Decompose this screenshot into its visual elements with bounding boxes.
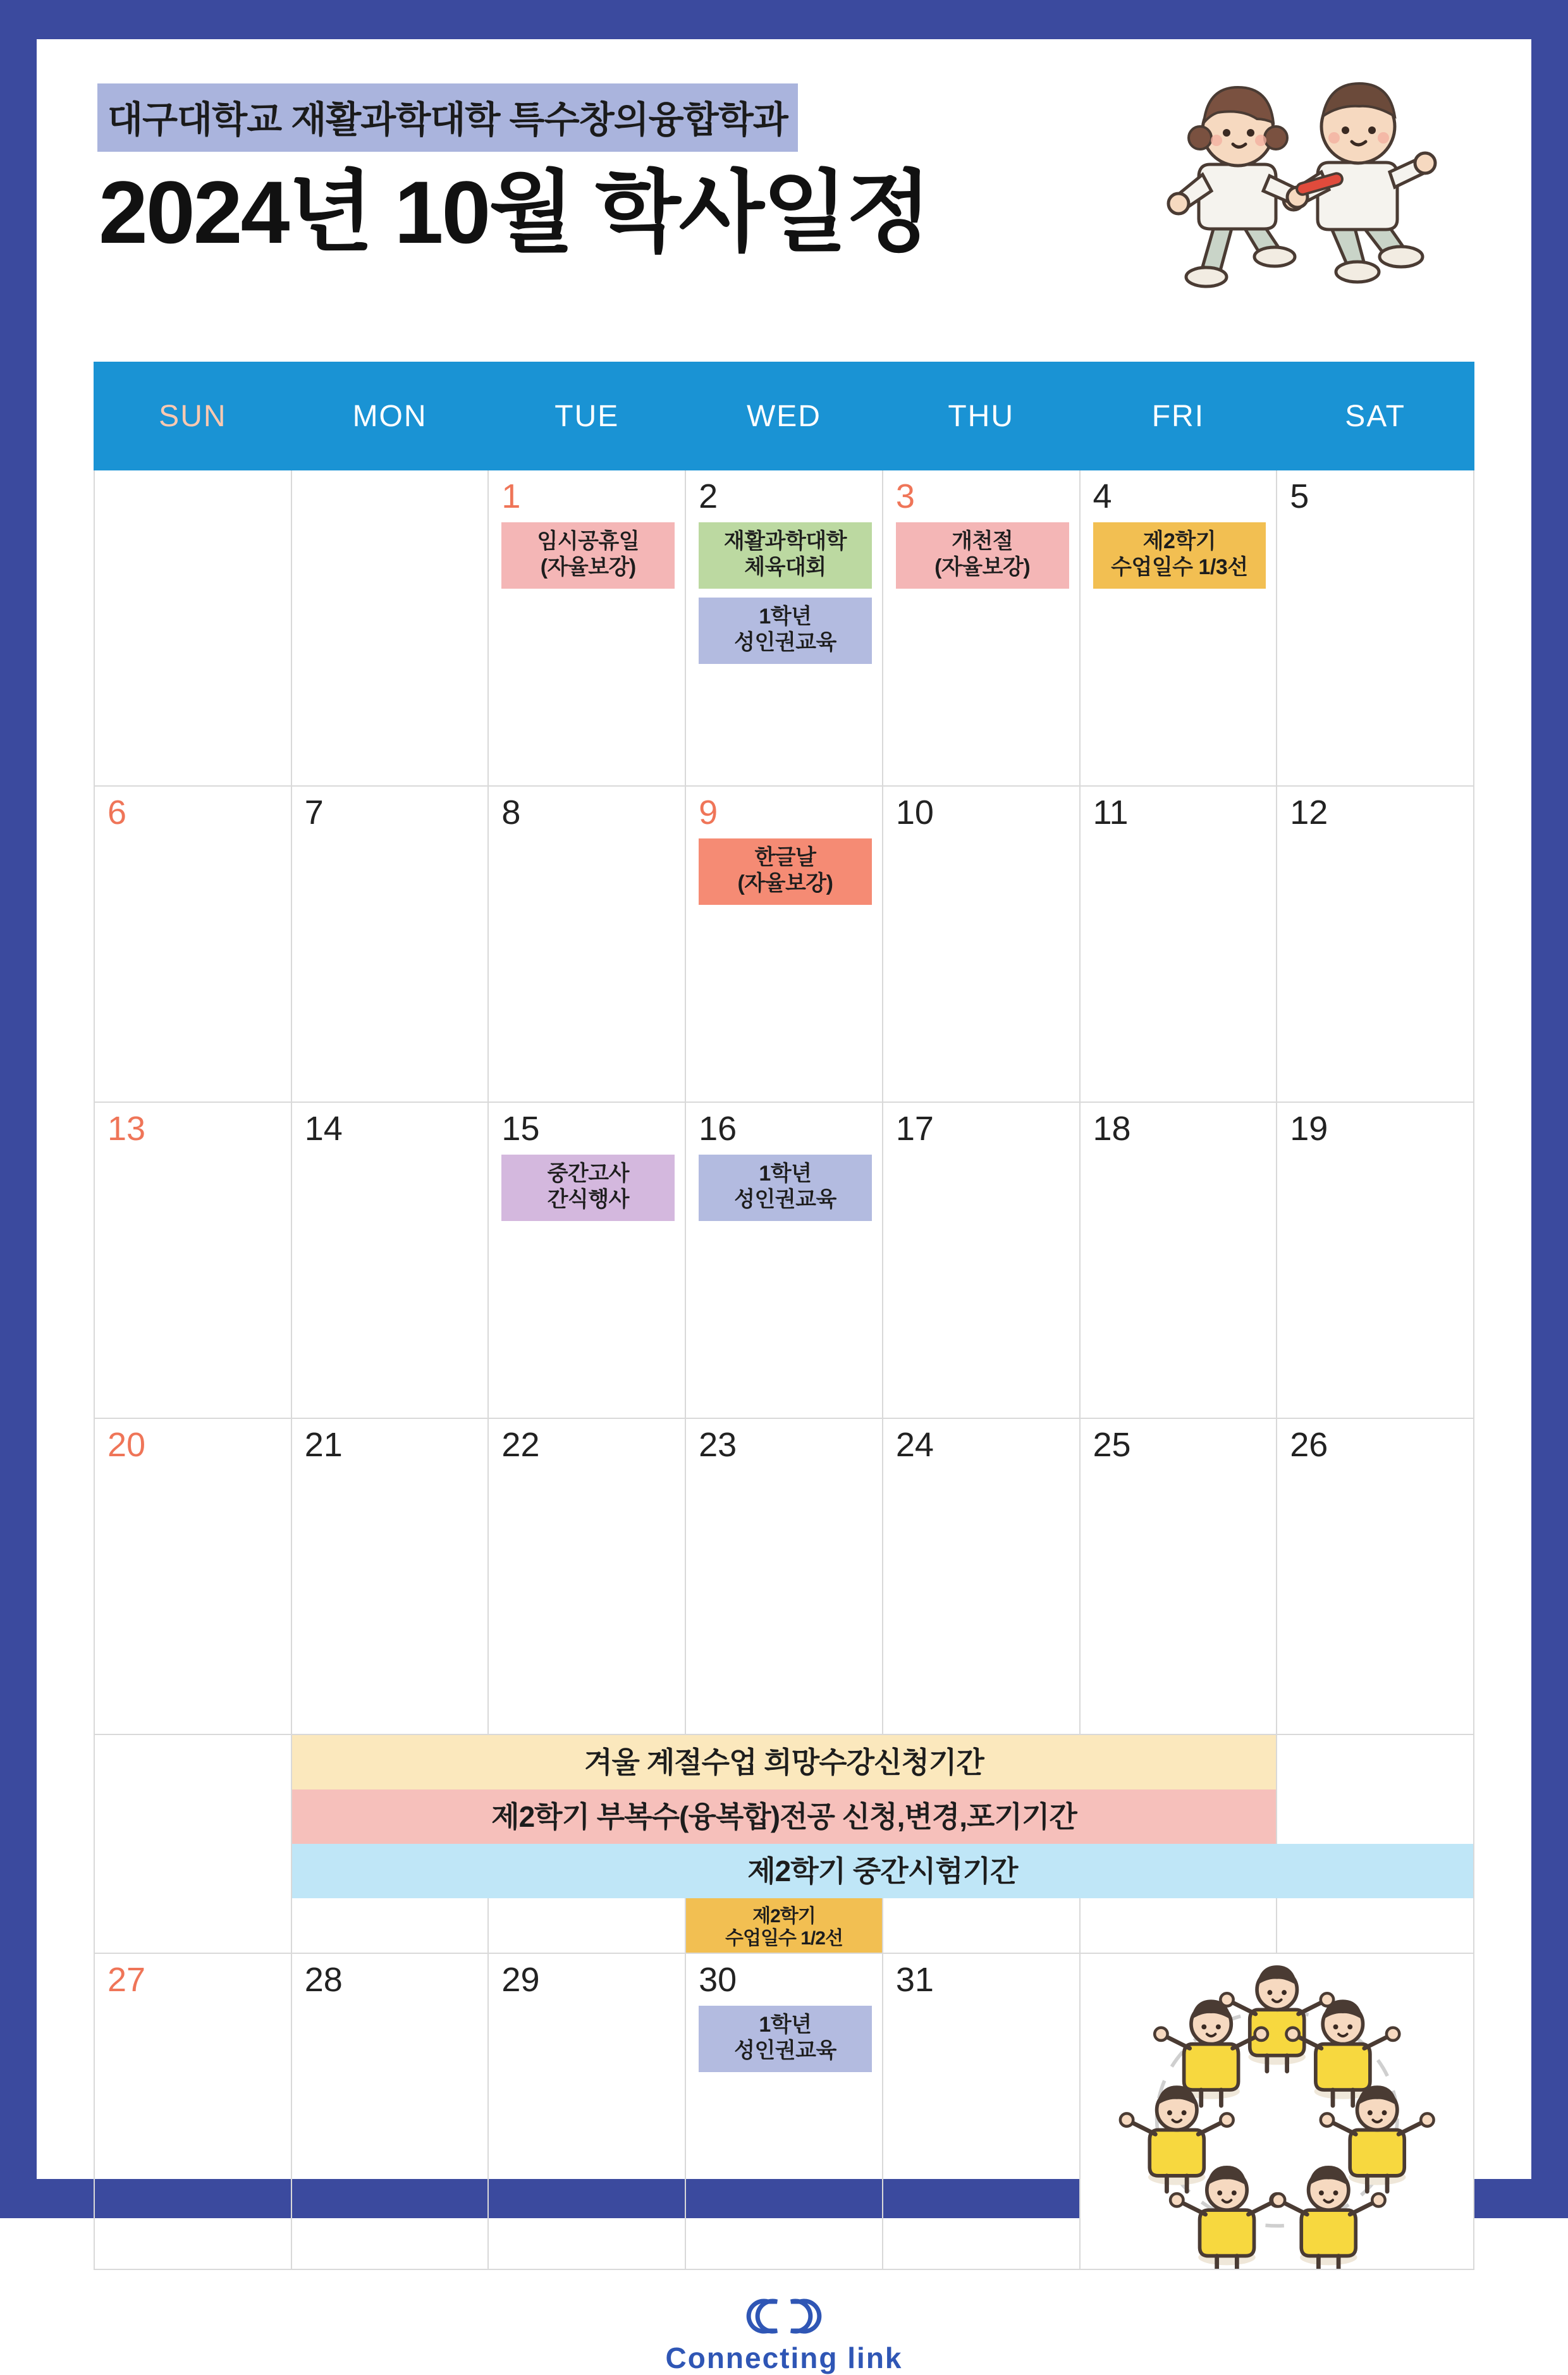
calendar-day-1 [488,470,685,786]
calendar-day-2 [685,470,883,786]
day-number: 20 [107,1426,146,1464]
day-number: 3 [895,477,915,515]
day-number: 4 [1093,477,1112,515]
day-number: 18 [1093,1110,1131,1148]
day-number: 10 [895,794,934,832]
calendar-day-29 [488,1953,685,2269]
calendar-banner-spacer [94,1898,291,1953]
children-playing-in-circle-icon [1081,1954,1473,2269]
calendar-day-10 [883,786,1080,1102]
calendar-illustration-cell [1080,1953,1474,2269]
day-number: 6 [107,794,127,832]
day-number: 25 [1093,1426,1131,1464]
running-children-icon [1139,77,1468,317]
day-number: 23 [699,1426,737,1464]
calendar-event: 한글날 (자율보강) [699,838,872,905]
day-number: 30 [699,1961,737,1999]
calendar-day-20 [94,1418,291,1734]
calendar-day-30 [685,1953,883,2269]
poster-header [94,83,1474,362]
calendar-day-12 [1277,786,1474,1102]
calendar-day-13 [94,1102,291,1418]
day-number: 21 [304,1426,343,1464]
calendar-day-24 [883,1418,1080,1734]
day-number: 16 [699,1110,737,1148]
calendar-banner-spacer [1080,1898,1277,1953]
calendar-day-27 [94,1953,291,2269]
calendar-week-row [94,470,1474,786]
calendar-day-25 [1080,1418,1277,1734]
day-number: 28 [304,1961,343,1999]
day-number: 27 [107,1961,146,1999]
calendar-banner-row [94,1789,1474,1844]
day-number: 11 [1093,794,1129,832]
day-number: 24 [895,1426,934,1464]
calendar-body [94,470,1474,2269]
calendar-day-4 [1080,470,1277,786]
calendar-banner: 제2학기 중간시험기간 [292,1844,1473,1898]
connecting-link-logo-icon [730,2289,838,2343]
weekday-tue: TUE [488,362,685,470]
calendar-day-19 [1277,1102,1474,1418]
weekday-sun: SUN [94,362,291,470]
calendar-banner-row [94,1734,1474,1789]
calendar-day-empty [291,470,489,786]
calendar-day-15 [488,1102,685,1418]
day-number: 22 [501,1426,540,1464]
calendar-event: 1학년 성인권교육 [699,2006,872,2072]
calendar-week-row [94,1102,1474,1418]
calendar-day-21 [291,1418,489,1734]
calendar-banner-spacer [94,1734,291,1789]
weekday-mon: MON [291,362,489,470]
calendar-banner-spacer [291,1898,489,1953]
calendar-banner-cell [291,1734,1277,1789]
calendar-event: 1학년 성인권교육 [699,1155,872,1221]
calendar-day-8 [488,786,685,1102]
calendar-day-17 [883,1102,1080,1418]
day-number: 13 [107,1110,146,1148]
calendar-day-26 [1277,1418,1474,1734]
calendar-day-5 [1277,470,1474,786]
weekday-wed: WED [685,362,883,470]
calendar-day-7 [291,786,489,1102]
day-number: 31 [895,1961,934,1999]
calendar-event: 개천절 (자율보강) [896,522,1069,589]
calendar-banner-spacer [1277,1789,1474,1844]
calendar-banner-spacer [488,1898,685,1953]
calendar-banner-cell [291,1844,1474,1898]
academic-calendar [94,362,1474,2270]
calendar-event: 제2학기 수업일수 1/3선 [1093,522,1266,589]
calendar-banner: 제2학기 부복수(융복합)전공 신청,변경,포기기간 [292,1789,1277,1844]
calendar-banner: 제2학기 수업일수 1/2선 [686,1898,882,1953]
day-number: 5 [1290,477,1309,515]
calendar-banner-spacer [1277,1898,1474,1953]
weekday-sat: SAT [1277,362,1474,470]
calendar-day-empty [94,470,291,786]
calendar-day-22 [488,1418,685,1734]
calendar-event: 임시공휴일 (자율보강) [501,522,675,589]
calendar-day-23 [685,1418,883,1734]
day-number: 19 [1290,1110,1328,1148]
calendar-week-row [94,786,1474,1102]
day-number: 12 [1290,794,1328,832]
day-number: 9 [699,794,718,832]
department-band: 대구대학교 재활과학대학 특수창의융합학과 [97,83,798,152]
page-title: 2024년 10월 학사일정 [99,163,930,262]
day-number: 2 [699,477,718,515]
weekday-header-row [94,362,1474,470]
calendar-day-3 [883,470,1080,786]
day-number: 29 [501,1961,540,1999]
footer-brand: Connecting link [665,2341,903,2374]
calendar-day-31 [883,1953,1080,2269]
calendar-banner-spacer [883,1898,1080,1953]
calendar-day-28 [291,1953,489,2269]
calendar-banner-row [94,1898,1474,1953]
calendar-day-11 [1080,786,1277,1102]
calendar-banner: 겨울 계절수업 희망수강신청기간 [292,1735,1277,1789]
calendar-banner-spacer [94,1844,291,1898]
calendar-day-14 [291,1102,489,1418]
calendar-day-6 [94,786,291,1102]
poster-sheet [37,39,1531,2374]
day-number: 8 [501,794,521,832]
weekday-thu: THU [883,362,1080,470]
calendar-banner-cell [685,1898,883,1953]
calendar-banner-cell [291,1789,1277,1844]
calendar-banner-spacer [1277,1734,1474,1789]
day-number: 26 [1290,1426,1328,1464]
calendar-week-row [94,1953,1474,2269]
day-number: 15 [501,1110,540,1148]
calendar-day-16 [685,1102,883,1418]
calendar-event: 중간고사 간식행사 [501,1155,675,1221]
calendar-banner-row [94,1844,1474,1898]
day-number: 17 [895,1110,934,1148]
calendar-day-18 [1080,1102,1277,1418]
day-number: 14 [304,1110,343,1148]
calendar-event: 1학년 성인권교육 [699,598,872,664]
calendar-banner-spacer [94,1789,291,1844]
calendar-day-9 [685,786,883,1102]
calendar-week-row [94,1418,1474,1734]
poster-footer [94,2289,1474,2375]
day-number: 7 [304,794,324,832]
day-number: 1 [501,477,521,515]
weekday-fri: FRI [1080,362,1277,470]
calendar-event: 재활과학대학 체육대회 [699,522,872,589]
